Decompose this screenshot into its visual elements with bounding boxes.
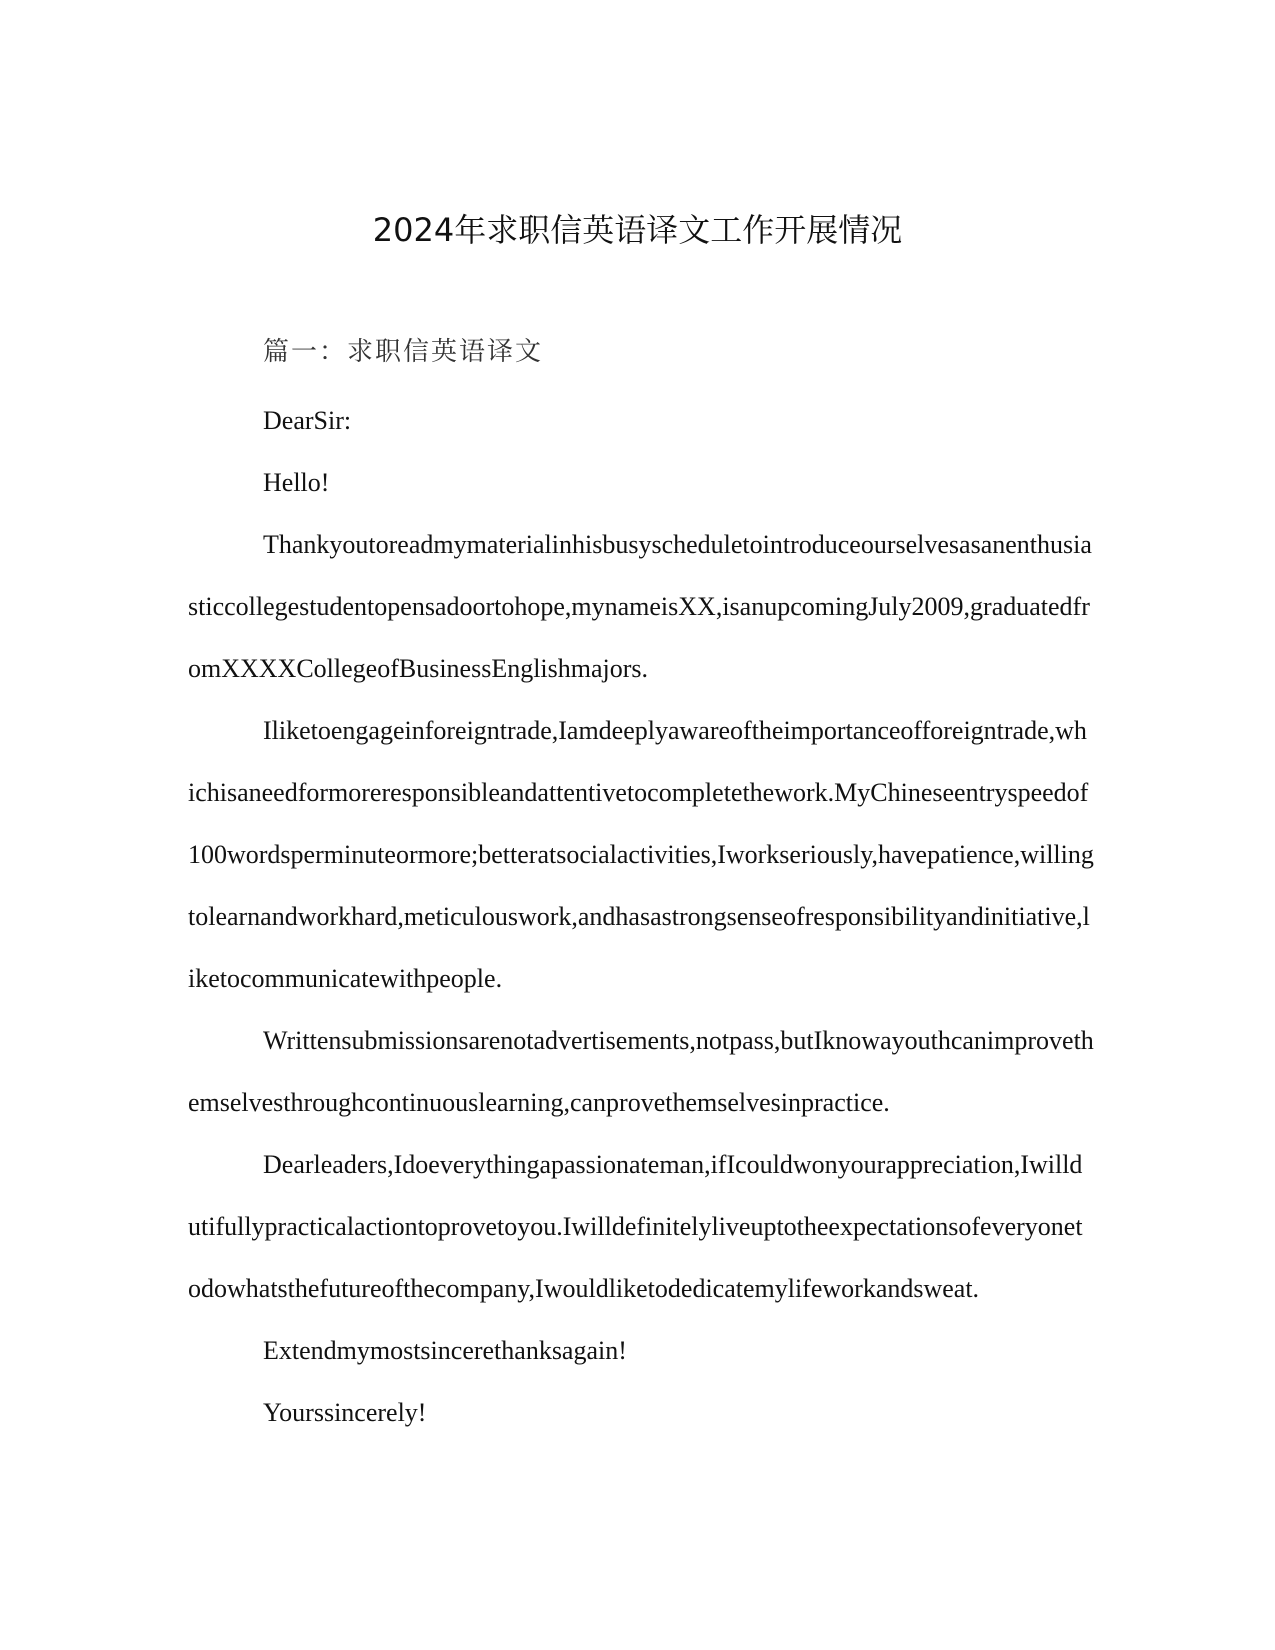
paragraph-learning: Writtensubmissionsarenotadvertisements,notpass,butIknowayouthcanimprovethemselvesthroughcontinuouslearning,canprovethemselvesinpractice. (188, 1026, 1094, 1117)
signoff: Yourssincerely! (263, 1398, 427, 1427)
section-heading: 篇一：求职信英语译文 (263, 337, 544, 367)
closing-thanks: Extendmymostsincerethanksagain! (263, 1336, 627, 1365)
paragraph-introduction: Thankyoutoreadmymaterialinhisbusyscheduletointroduceourselvesasanenthusiasticcollegestudentopensadoortohope,mynameisXX,isanupcomingJuly2009,graduatedfromXXXXCollegeofBusinessEnglishmajors. (188, 530, 1092, 683)
greeting: Hello! (263, 468, 330, 497)
document-body (188, 330, 1094, 1444)
paragraph-foreign-trade: Iliketoengageinforeigntrade,Iamdeeplyawareoftheimportanceofforeigntrade,whichisaneedformoreresponsibleandattentivetocompletethework.MyChineseentryspeedof100wordsperminuteormore;betteratsocialactivities,Iworkseriously,havepatience,willingtolearnandworkhard,meticulouswork,andhasastrongsenseofresponsibilityandinitiative,liketocommunicatewithpeople. (188, 716, 1094, 993)
salutation: DearSir: (263, 406, 352, 435)
document-title: 2024年求职信英语译文工作开展情况 (372, 211, 903, 249)
paragraph-leaders: Dearleaders,Idoeverythingapassionateman,ifIcouldwonyourappreciation,Iwilldutifullypracticalactiontoprovetoyou.Iwilldefinitelyliveuptotheexpectationsofeveryonetodowhatsthefutureofthecompany,Iwouldliketodedicatemylifeworkandsweat. (188, 1150, 1083, 1303)
